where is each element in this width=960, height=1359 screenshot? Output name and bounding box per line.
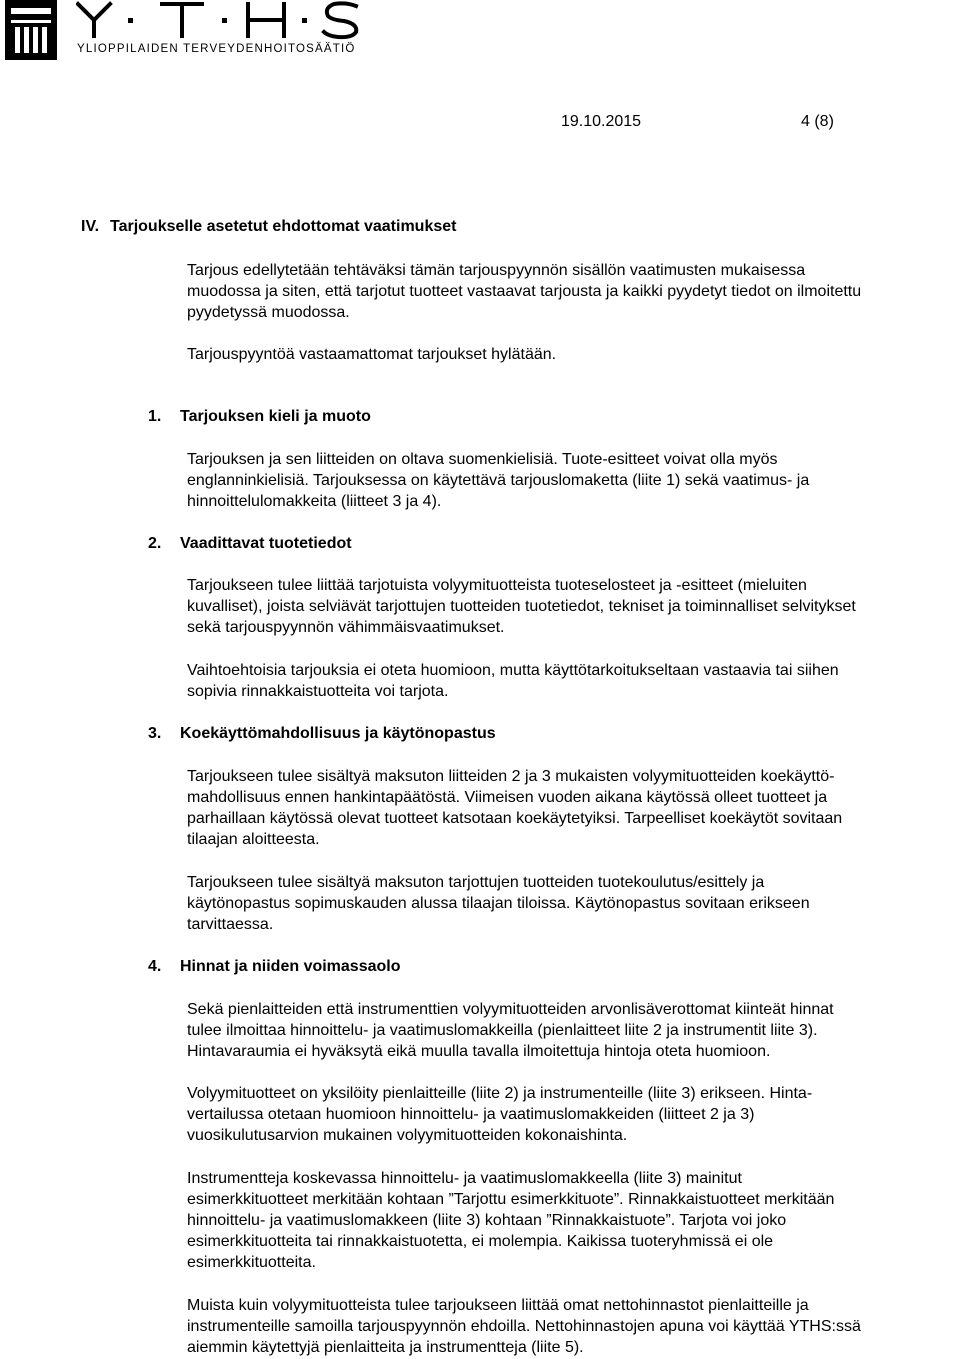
paragraph-line: aiemmin käytettyjä pienlaitteita ja instrumentteja (liite 5). [187,1339,584,1356]
paragraph-line: Tarjous edellytetään tehtäväksi tämän tarjouspyynnön sisällön vaatimusten mukaisessa [187,262,806,279]
paragraph-line: Tarjoukseen tulee sisältyä maksuton tarjottujen tuotteiden tuotekoulutus/esittely ja [187,874,765,891]
paragraph-line: Volyymituotteet on yksilöity pienlaitteille (liite 2) ja instrumenteille (liite 3) erikseen. Hinta- [187,1085,813,1102]
paragraph-line: muodossa ja siten, että tarjotut tuotteet vastaavat tarjousta ja kaikki pyydetyt tiedot on ilmoitettu [187,283,862,300]
paragraph-line: Tarjoukseen tulee sisältyä maksuton liitteiden 2 ja 3 mukaisten volyymituotteiden koekäyttö- [187,768,835,785]
paragraph-line: Tarjouspyyntöä vastaamattomat tarjoukset hylätään. [187,346,557,363]
paragraph-line: Sekä pienlaitteiden että instrumenttien volyymituotteiden arvonlisäverottomat kiinteät hinnat [187,1001,834,1018]
logo-subtitle: YLIOPPILAIDEN TERVEYDENHOITOSÄÄTIÖ [77,43,356,55]
paragraph-line: esimerkkituotteita tai rinnakkaistuotetta, ei molempia. Kaikissa tuoteryhmissä ei ole [187,1233,774,1250]
item-title: Koekäyttömahdollisuus ja käytönopastus [180,725,496,742]
item-title: Hinnat ja niiden voimassaolo [180,958,401,975]
paragraph-line: englanninkielisiä. Tarjouksessa on käytettävä tarjouslomaketta (liite 1) sekä vaatimus- ja [187,472,810,489]
paragraph-line: tarvittaessa. [187,916,274,933]
document-date: 19.10.2015 [561,113,642,130]
paragraph-line: tulee ilmoittaa hinnoittelu- ja vaatimuslomakkeilla (pienlaitteet liite 2 ja instrumentit liite 3). [187,1022,818,1039]
item-title: Tarjouksen kieli ja muoto [180,408,371,425]
paragraph-line: esimerkkituotteet merkitään kohtaan ”Tarjottu esimerkkituote”. Rinnakkaistuotteet merkitään [187,1191,835,1208]
paragraph-line: Tarjouksen ja sen liitteiden on oltava suomenkielisiä. Tuote-esitteet voivat olla myös [187,451,778,468]
paragraph-line: hinnoittelu- ja vaatimuslomakkeen (liite 3) kohtaan ”Rinnakkaistuote”. Tarjota voi joko [187,1212,787,1229]
paragraph-line: mahdollisuus ennen hankintapäätöstä. Viimeisen vuoden aikana käytössä olleet tuotteet ja [187,789,828,806]
paragraph-line: Hintavaraumia ei hyväksytä eikä muulla tavalla ilmoitettuja hintoja oteta huomioon. [187,1043,771,1060]
paragraph-line: parhaillaan käytössä olevat tuotteet katsotaan koekäytetyiksi. Tarpeelliset koekäytöt sovitaan [187,810,843,827]
paragraph-line: vertailussa otetaan huomioon hinnoittelu- ja vaatimuslomakkeiden (liitteet 2 ja 3) [187,1106,755,1123]
section-number: IV. [81,218,100,235]
paragraph-line: kuvalliset), joista selviävät tarjottujen tuotteiden tuotetiedot, tekniset ja toiminnalliset selvitykset [187,598,856,615]
paragraph-line: instrumenteille samoilla tarjouspyynnön ehdoilla. Nettohinnastojen apuna voi käyttää YTHS:ssä [187,1318,861,1335]
page-number: 4 (8) [801,113,834,130]
section-title: Tarjoukselle asetetut ehdottomat vaatimukset [110,218,457,235]
yths-logo-icon [5,0,57,60]
item-number: 2. [148,535,162,552]
item-number: 1. [148,408,162,425]
paragraph-line: sekä tarjouspyynnön vähimmäisvaatimukset. [187,619,505,636]
item-title: Vaadittavat tuotetiedot [180,535,352,552]
paragraph-line: Tarjoukseen tulee liittää tarjotuista volyymituotteista tuoteselosteet ja -esitteet (mieluiten [187,577,807,594]
paragraph-line: esimerkkituotteita. [187,1254,316,1271]
paragraph-line: vuosikulutusarvion mukainen volyymituotteiden kokonaishinta. [187,1127,628,1144]
paragraph-line: sopivia rinnakkaistuotteita voi tarjota. [187,683,449,700]
paragraph-line: Instrumentteja koskevassa hinnoittelu- ja vaatimuslomakkeella (liite 3) mainitut [187,1170,742,1187]
paragraph-line: tilaajan aloitteesta. [187,831,320,848]
paragraph-line: hinnoittelulomakkeita (liitteet 3 ja 4). [187,493,442,510]
yths-wordmark [76,0,366,40]
item-number: 4. [148,958,162,975]
paragraph-line: Muista kuin volyymituotteista tulee tarjoukseen liittää omat nettohinnastot pienlaitteille ja [187,1297,809,1314]
paragraph-line: käytönopastus sopimuskauden alussa tilaajan tiloissa. Käytönopastus sovitaan erikseen [187,895,810,912]
item-number: 3. [148,725,162,742]
paragraph-line: Vaihtoehtoisia tarjouksia ei oteta huomioon, mutta käyttötarkoitukseltaan vastaavia tai siihen [187,662,839,679]
paragraph-line: pyydetyssä muodossa. [187,304,350,321]
